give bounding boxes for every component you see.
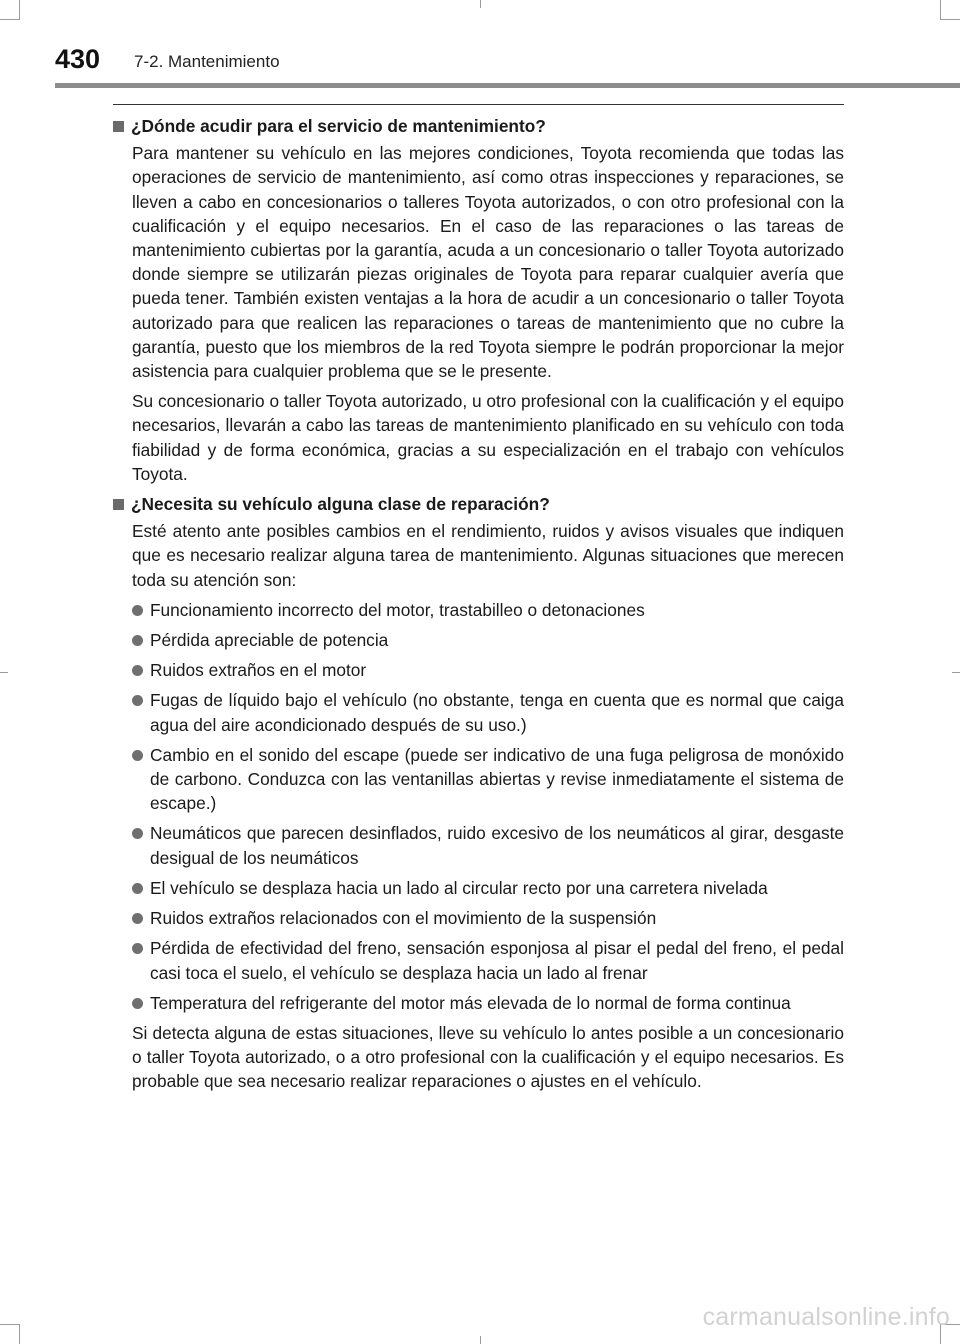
list-item <box>132 688 844 736</box>
list-item-text: Funcionamiento incorrecto del motor, trastabilleo o detonaciones <box>150 599 645 620</box>
watermark: carmanualsonline.info <box>702 1303 950 1331</box>
circle-bullet-icon <box>132 605 143 616</box>
circle-bullet-icon <box>132 665 143 676</box>
section-heading-text: ¿Necesita su vehículo alguna clase de reparación? <box>131 494 550 515</box>
page-header <box>0 0 960 90</box>
crop-mark <box>0 1324 20 1325</box>
circle-bullet-icon <box>132 828 143 839</box>
square-bullet-icon <box>113 121 124 132</box>
list-item-text: El vehículo se desplaza hacia un lado al circular recto por una carretera nivelada <box>150 877 768 898</box>
circle-bullet-icon <box>132 635 143 646</box>
crop-mark <box>0 672 8 673</box>
square-bullet-icon <box>113 499 124 510</box>
list-item <box>132 598 844 622</box>
list-item-text: Ruidos extraños en el motor <box>150 660 367 681</box>
page-content <box>113 114 844 1100</box>
list-item-text: Fugas de líquido bajo el vehículo (no obstante, tenga en cuenta que es normal que caiga agua del aire acondicionado después de su uso.) <box>150 690 844 735</box>
list-item-text: Temperatura del refrigerante del motor más elevada de lo normal de forma continua <box>150 992 791 1013</box>
circle-bullet-icon <box>132 695 143 706</box>
crop-mark <box>19 1324 20 1344</box>
paragraph: Para mantener su vehículo en las mejores condiciones, Toyota recomienda que todas las operaciones de servicio de mantenimiento, así como otras inspecciones y reparaciones, se lleven a cabo en concesionarios o talleres Toyota autorizados, o con otro profesional con la cualificación y el equipo necesarios. En el caso de las reparaciones o las tareas de mantenimiento cubiertas por la garantía, acuda a un concesionario o taller Toyota autorizado donde siempre se utilizarán piezas originales de Toyota para reparar cualquier avería que pueda tener. También existen ventajas a la hora de acudir a un concesionario o taller Toyota autorizado para que realicen las reparaciones o tareas de mantenimiento que no cubre la garantía, puesto que los miembros de la red Toyota siempre le podrán proporcionar la mejor asistencia para cualquier problema que se le presente. <box>132 143 844 382</box>
list-item <box>132 876 844 900</box>
list-item <box>132 821 844 869</box>
list-item-text: Ruidos extraños relacionados con el movimiento de la suspensión <box>150 908 657 929</box>
circle-bullet-icon <box>132 998 143 1009</box>
divider-rule <box>113 104 844 105</box>
crop-mark <box>480 1336 481 1344</box>
circle-bullet-icon <box>132 883 143 894</box>
header-bar <box>55 83 960 88</box>
section-title: 7-2. Mantenimiento <box>134 52 280 71</box>
paragraph: Si detecta alguna de estas situaciones, lleve su vehículo lo antes posible a un concesionario o taller Toyota autorizado, o a otro profesional con la cualificación y el equipo necesarios. Es probable que sea necesario realizar reparaciones o ajustes en el vehículo. <box>132 1022 844 1092</box>
list-item <box>132 991 844 1015</box>
list-item <box>132 936 844 984</box>
crop-mark <box>952 672 960 673</box>
circle-bullet-icon <box>132 913 143 924</box>
list-item-text: Pérdida apreciable de potencia <box>150 630 389 651</box>
list-item <box>132 743 844 816</box>
list-item-text: Pérdida de efectividad del freno, sensación esponjosa al pisar el pedal del freno, el pedal casi toca el suelo, el vehículo se desplaza hacia un lado al frenar <box>150 938 844 983</box>
list-item-text: Neumáticos que parecen desinflados, ruido excesivo de los neumáticos al girar, desgaste desigual de los neumáticos <box>150 823 844 868</box>
list-item <box>132 628 844 652</box>
paragraph: Esté atento ante posibles cambios en el rendimiento, ruidos y avisos visuales que indiquen que es necesario realizar alguna tarea de mantenimiento. Algunas situaciones que merecen toda su atención son: <box>132 521 844 590</box>
circle-bullet-icon <box>132 750 143 761</box>
paragraph: Su concesionario o taller Toyota autorizado, u otro profesional con la cualificación y el equipo necesarios, llevarán a cabo las tareas de mantenimiento planificado en su vehículo con toda fiabilidad y de forma económica, gracias a su especialización en el trabajo con vehículos Toyota. <box>132 391 844 484</box>
section-heading <box>113 492 844 516</box>
section-heading <box>113 114 844 138</box>
list-item <box>132 658 844 682</box>
list-item <box>132 906 844 930</box>
circle-bullet-icon <box>132 943 143 954</box>
list-item-text: Cambio en el sonido del escape (puede ser indicativo de una fuga peligrosa de monóxido de carbono. Conduzca con las ventanillas abiertas y revise inmediatamente el sistema de escape.) <box>150 744 844 814</box>
section-heading-text: ¿Dónde acudir para el servicio de mantenimiento? <box>131 116 546 136</box>
page-number: 430 <box>55 44 101 74</box>
